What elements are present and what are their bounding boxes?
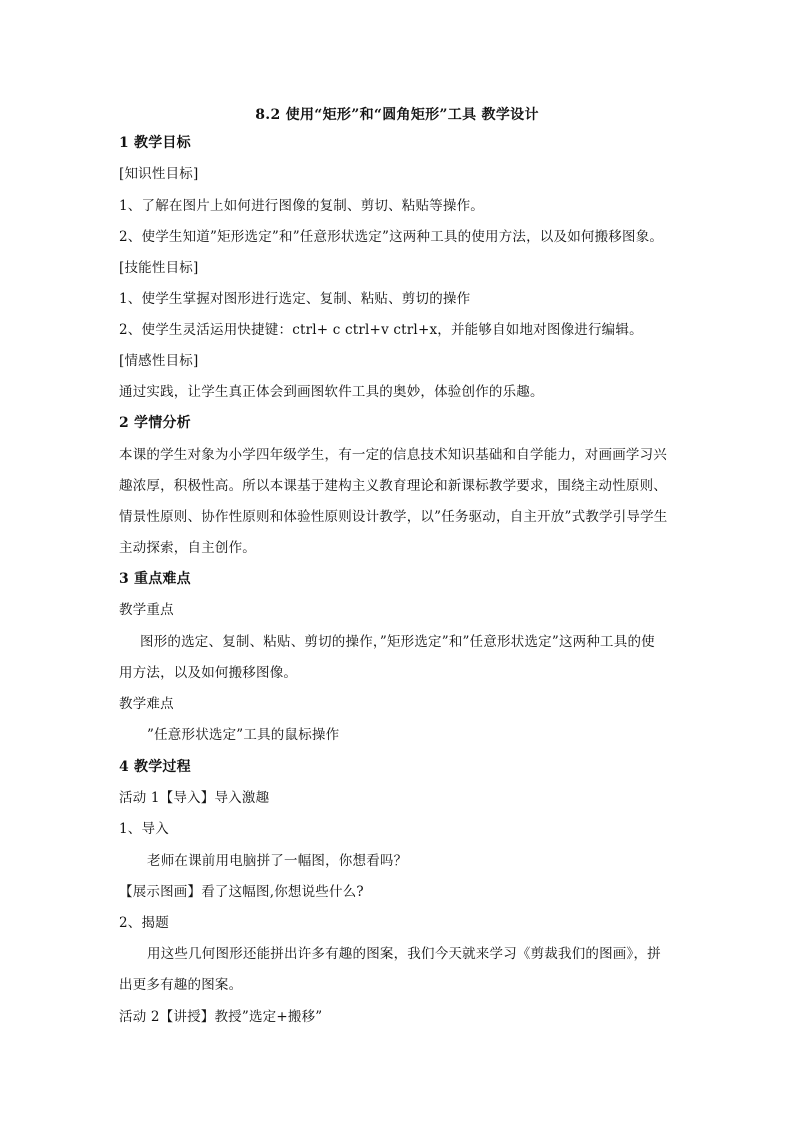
subheading-skill: [技能性目标] bbox=[119, 260, 199, 276]
paragraph-line: 2、使学生灵活运用快捷键：ctrl+ c ctrl+v ctrl+x，并能够自如地对图像进行编辑。 bbox=[119, 322, 643, 338]
paragraph-line: 图形的选定、复制、粘贴、剪切的操作，”矩形选定”和”任意形状选定”这两种工具的使 bbox=[140, 634, 655, 650]
paragraph-line: 1、了解在图片上如何进行图像的复制、剪切、粘贴等操作。 bbox=[119, 198, 484, 214]
paragraph-line: 2、揭题 bbox=[119, 915, 169, 931]
section-heading-keypoints: 3 重点难点 bbox=[119, 571, 191, 587]
subheading-emotion: [情感性目标] bbox=[119, 353, 199, 369]
paragraph-line: 主动探索，自主创作。 bbox=[119, 540, 256, 556]
subheading-key: 教学重点 bbox=[119, 602, 174, 618]
document-title: 8.2 使用“矩形”和“圆角矩形”工具 教学设计 bbox=[255, 107, 539, 123]
paragraph-line: 1、导入 bbox=[119, 821, 169, 837]
paragraph-line: ”任意形状选定”工具的鼠标操作 bbox=[147, 727, 340, 743]
section-heading-analysis: 2 学情分析 bbox=[119, 415, 191, 431]
paragraph-line: 用方法，以及如何搬移图像。 bbox=[119, 665, 298, 681]
section-heading-objectives: 1 教学目标 bbox=[119, 135, 191, 151]
activity-heading: 活动 2【讲授】教授”选定+搬移” bbox=[119, 1009, 323, 1025]
activity-heading: 活动 1【导入】导入激趣 bbox=[119, 790, 270, 806]
paragraph-line: 趣浓厚，积极性高。所以本课基于建构主义教育理论和新课标教学要求，围绕主动性原则、 bbox=[119, 478, 667, 494]
subheading-knowledge: [知识性目标] bbox=[119, 166, 199, 182]
paragraph-line: 情景性原则、协作性原则和体验性原则设计教学，以”任务驱动，自主开放”式教学引导学生 bbox=[119, 509, 668, 525]
paragraph-line: 出更多有趣的图案。 bbox=[119, 977, 243, 993]
paragraph-line: 1、使学生掌握对图形进行选定、复制、粘贴、剪切的操作 bbox=[119, 291, 471, 307]
paragraph-line: 2、使学生知道”矩形选定”和”任意形状选定”这两种工具的使用方法，以及如何搬移图象。 bbox=[119, 229, 664, 245]
paragraph-line: 【展示图画】看了这幅图,你想说些什么? bbox=[119, 884, 364, 900]
subheading-difficulty: 教学难点 bbox=[119, 696, 174, 712]
paragraph-line: 本课的学生对象为小学四年级学生，有一定的信息技术知识基础和自学能力，对画画学习兴 bbox=[119, 447, 667, 463]
paragraph-line: 通过实践，让学生真正体会到画图软件工具的奥妙，体验创作的乐趣。 bbox=[119, 384, 544, 400]
section-heading-process: 4 教学过程 bbox=[119, 759, 191, 775]
paragraph-line: 用这些几何图形还能拼出许多有趣的图案，我们今天就来学习《剪裁我们的图画》，拼 bbox=[147, 946, 661, 962]
paragraph-line: 老师在课前用电脑拼了一幅图，你想看吗？ bbox=[147, 853, 408, 869]
